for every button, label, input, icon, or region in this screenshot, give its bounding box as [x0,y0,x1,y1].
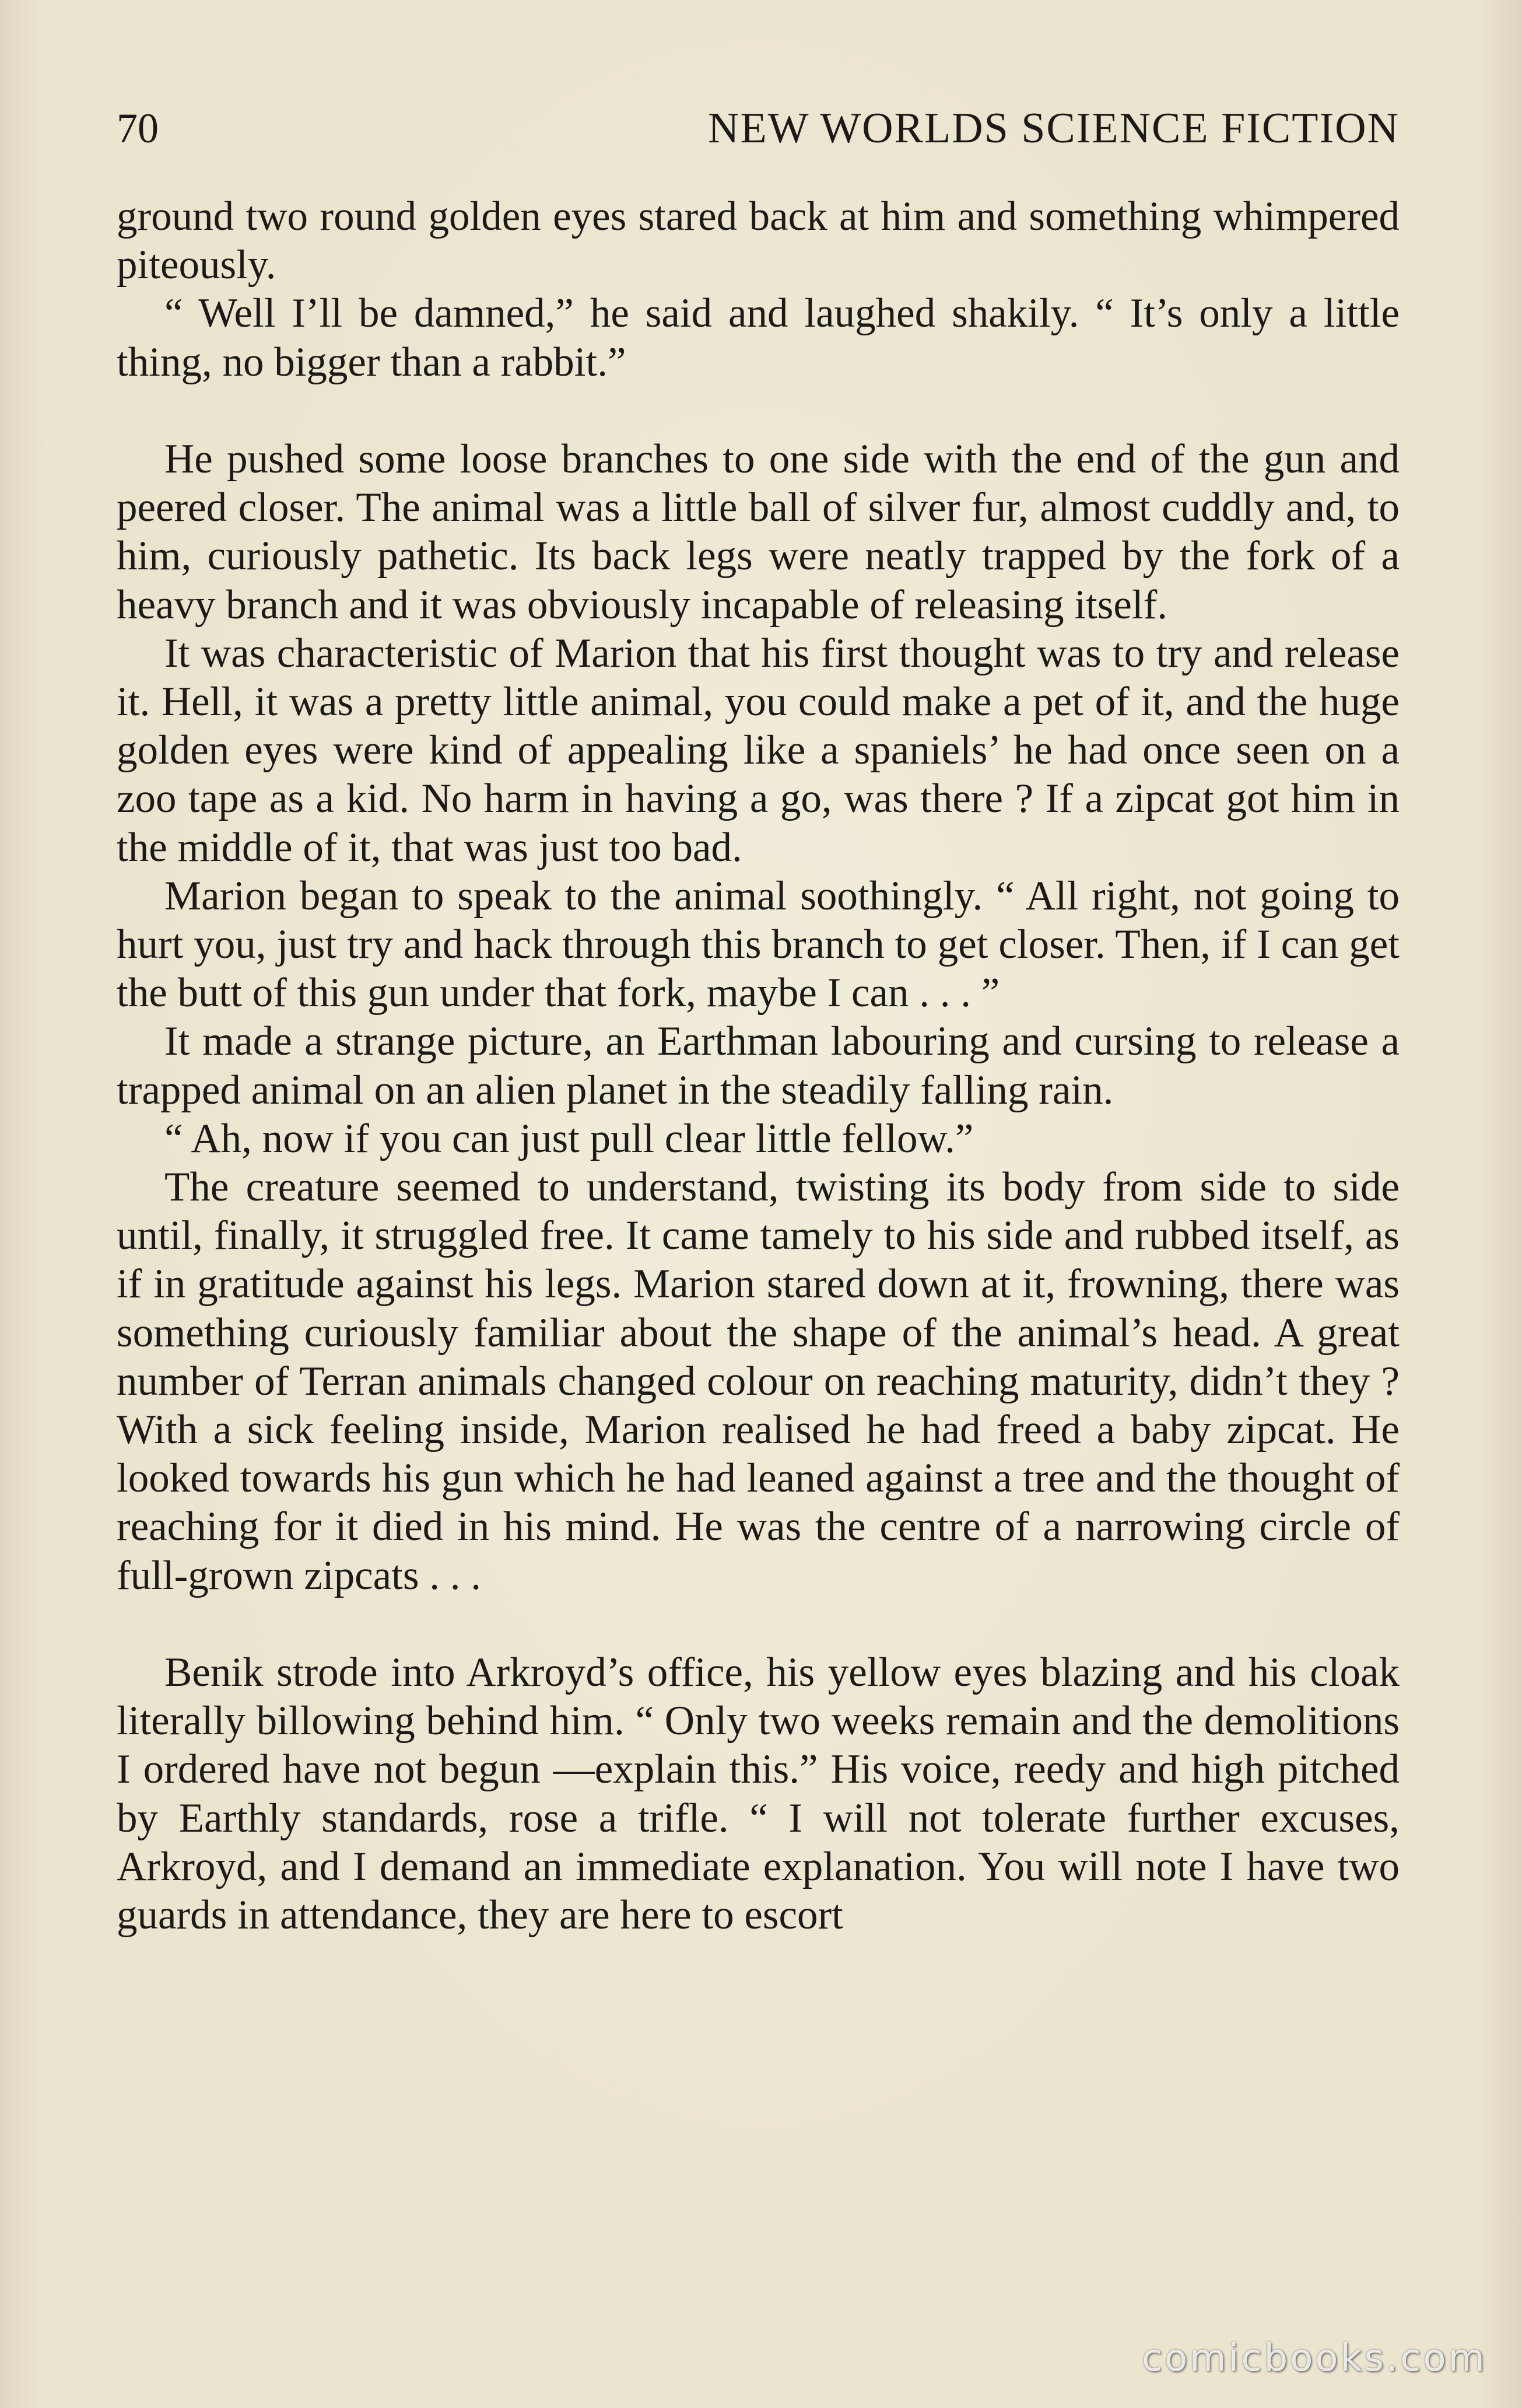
paragraph: It made a strange picture, an Earthman labouring and cursing to release a trapped animal on an alien planet in the steadily falling rain. [117,1019,1400,1113]
paragraph: “ Ah, now if you can just pull clear little fellow.” [164,1115,974,1161]
body-text [117,192,1400,1940]
paragraph: Marion began to speak to the animal soothingly. “ All right, not going to hurt you, just try and hack through this branch to get closer. Then, if I can get the butt of this gun under that fork, maybe I can . . . ” [117,873,1400,1016]
page-header [117,96,1400,160]
paragraph: It was characteristic of Marion that his first thought was to try and release it. Hell, it was a pretty little animal, you could make a pet of it, and the huge golden eyes were kind of appealing like a spaniels’ he had once seen on a zoo tape as a kid. No harm in having a go, was there ? If a zipcat got him in the middle of it, that was just too bad. [117,630,1400,870]
paragraph: Benik strode into Arkroyd’s office, his yellow eyes blazing and his cloak literally billowing behind him. “ Only two weeks remain and the demolitions I ordered have not begun —explain this.” His voice, reedy and high pitched by Earthly standards, rose a trifle. “ I will not tolerate further excuses, Arkroyd, and I demand an immediate explanation. You will note I have two guards in attendance, they are here to escort [117,1650,1400,1938]
paragraph: “ Well I’ll be damned,” he said and laughed shakily. “ It’s only a little thing, no bigger than a rabbit.” [117,290,1400,385]
paragraph: He pushed some loose branches to one side with the end of the gun and peered closer. The animal was a little ball of silver fur, almost cuddly and, to him, curiously pathetic. Its back legs were neatly trapped by the fork of a heavy branch and it was obviously incapable of releasing itself. [117,436,1400,628]
running-head: NEW WORLDS SCIENCE FICTION [708,104,1400,152]
page-number: 70 [117,105,159,152]
watermark: comicbooks.com [1141,2337,1487,2380]
paragraph: ground two round golden eyes stared back at him and something whimpered piteously. [117,194,1400,288]
paragraph: The creature seemed to understand, twisting its body from side to side until, finally, it struggled free. It came tamely to his side and rubbed itself, as if in gratitude against his legs. Marion stared down at it, frowning, there was something curiously familiar about the shape of the animal’s head. A great number of Terran animals changed colour on reaching maturity, didn’t they ? With a sick feeling inside, Marion realised he had freed a baby zipcat. He looked towards his gun which he had leaned against a tree and the thought of reaching for it died in his mind. He was the centre of a narrowing circle of full-grown zipcats . . . [117,1164,1400,1598]
